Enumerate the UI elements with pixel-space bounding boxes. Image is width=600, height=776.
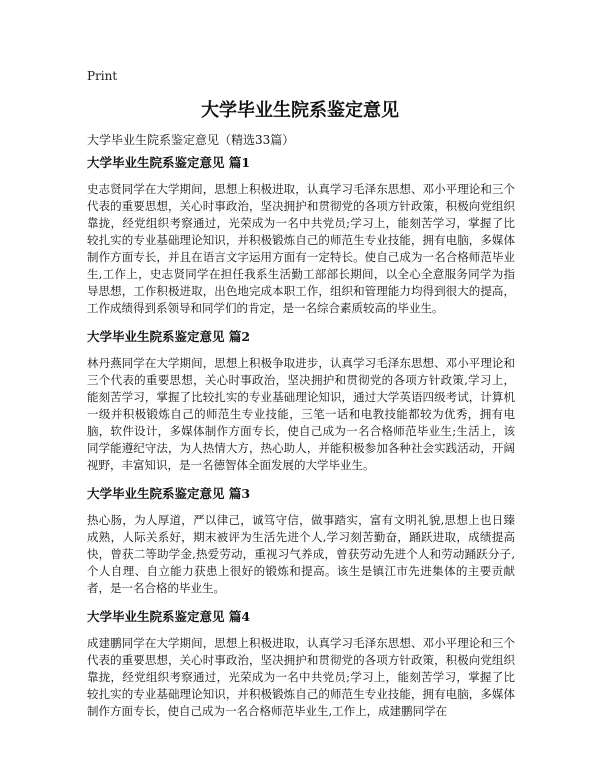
section-2 [87, 329, 515, 474]
section-heading: 大学毕业生院系鉴定意见 篇1 [87, 155, 251, 170]
section-heading: 大学毕业生院系鉴定意见 篇4 [87, 609, 251, 624]
document-content [87, 155, 515, 732]
section-1 [87, 155, 515, 317]
section-3 [87, 486, 515, 597]
section-body: 林丹燕同学在大学期间，思想上积极争取进步，认真学习毛泽东思想、邓小平理论和三个代表的重要思想，关心时事政治，坚决拥护和贯彻党的各项方针政策,学习上，能刻苦学习，掌握了比较扎实的专业基础理论知识，通过大学英语四级考试，计算机一级并积极锻炼自己的师范生专业技能，三笔一话和电教技能都较为优秀，拥有电脑，软件设计，多媒体制作方面专长，使自己成为一名合格师范毕业生;生活上，该同学能遵纪守法，为人热情大方，热心助人，并能积极参加各种社会实践活动，开阔视野，丰富知识，是一名德智体全面发展的大学毕业生。 [87, 356, 515, 472]
section-4 [87, 609, 515, 720]
document-subtitle: 大学毕业生院系鉴定意见（精选33篇） [87, 133, 295, 147]
print-link[interactable]: Print [87, 69, 118, 83]
section-body: 热心肠，为人厚道，严以律己，诚笃守信，做事踏实，富有文明礼貌,思想上也日臻成熟，人际关系好，期末被评为生活先进个人,学习刻苦勤奋，踊跃进取，成绩提高快，曾获二等助学金,热爱劳动，重视习气养成，曾获劳动先进个人和劳动踊跃分子,个人自理、自立能力获患上很好的锻炼和提高。该生是镇江市先进集体的主要贡献者，是一名合格的毕业生。 [87, 513, 515, 595]
section-body: 成建鹏同学在大学期间，思想上积极进取，认真学习毛泽东思想、邓小平理论和三个代表的重要思想，关心时事政治，坚决拥护和贯彻党的各项方针政策，积极向党组织靠拢，经党组织考察通过，光荣成为一名中共党员;学习上，能刻苦学习，掌握了比较扎实的专业基础理论知识，并积极锻炼自己的师范生专业技能，拥有电脑，多媒体制作方面专长，使自己成为一名合格师范毕业生,工作上，成建鹏同学在 [87, 636, 515, 718]
document-title: 大学毕业生院系鉴定意见 [201, 100, 399, 121]
section-heading: 大学毕业生院系鉴定意见 篇3 [87, 486, 251, 501]
section-heading: 大学毕业生院系鉴定意见 篇2 [87, 329, 251, 344]
section-body: 史志贤同学在大学期间，思想上积极进取，认真学习毛泽东思想、邓小平理论和三个代表的重要思想，关心时事政治，坚决拥护和贯彻党的各项方针政策，积极向党组织靠拢，经党组织考察通过，光荣成为一名中共党员;学习上，能刻苦学习，掌握了比较扎实的专业基础理论知识，并积极锻炼自己的师范生专业技能，拥有电脑，多媒体制作方面专长，并且在语言文字运用方面有一定特长。使自己成为一名合格师范毕业生,工作上，史志贤同学在担任我系生活勤工部部长期间，以全心全意服务同学为指导思想，工作积极进取，出色地完成本职工作，组织和管理能力均得到很大的提高，工作成绩得到系领导和同学们的肯定，是一名综合素质较高的毕业生。 [87, 182, 515, 315]
